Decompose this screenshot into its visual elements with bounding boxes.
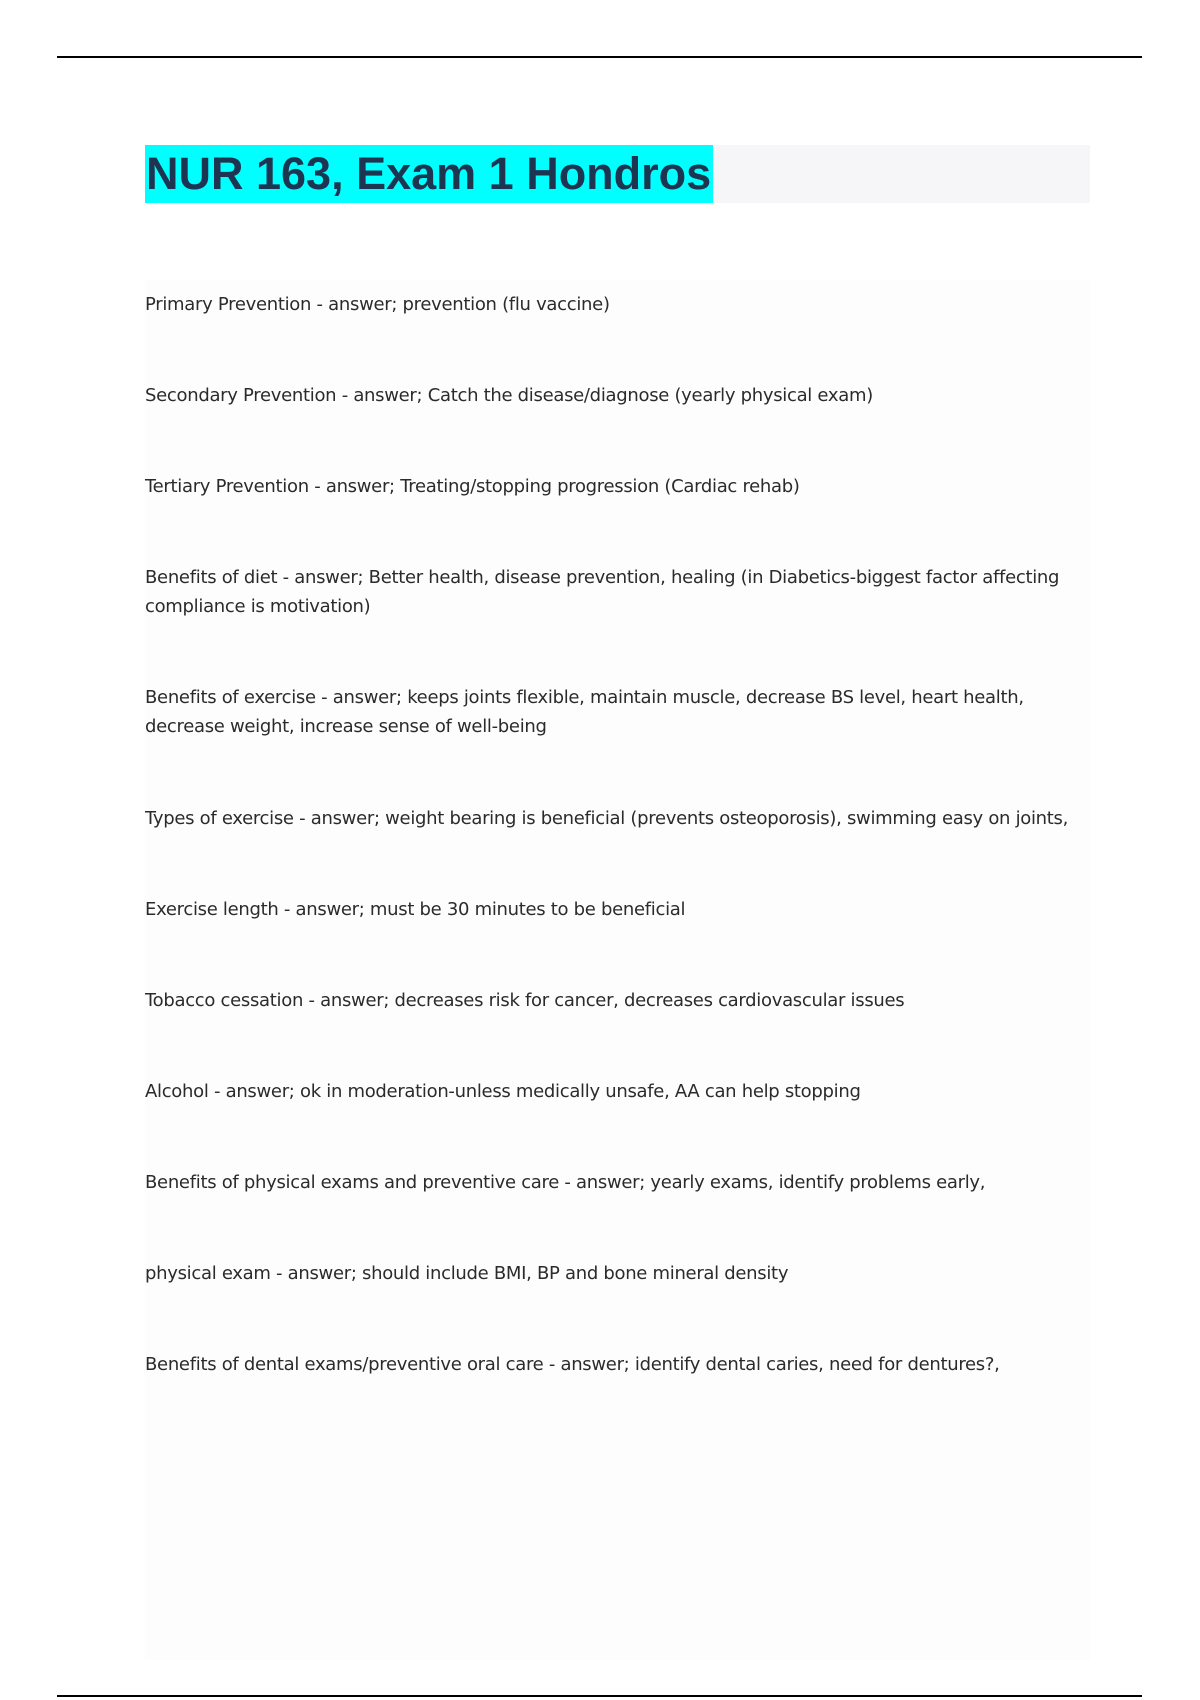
document-title: NUR 163, Exam 1 Hondros	[145, 145, 713, 203]
entry-tobacco-cessation: Tobacco cessation - answer; decreases risk for cancer, decreases cardiovascular issues	[145, 990, 905, 1011]
entry-benefits-of-exercise: Benefits of exercise - answer; keeps joints flexible, maintain muscle, decrease BS level, heart health, decrease weight, increase sense of well-being	[145, 687, 1024, 737]
entry-primary-prevention: Primary Prevention - answer; prevention (flu vaccine)	[145, 294, 610, 315]
entry-benefits-of-diet: Benefits of diet - answer; Better health, disease prevention, healing (in Diabetics-biggest factor affecting compliance is motivation)	[145, 567, 1060, 617]
bottom-rule	[57, 1695, 1142, 1697]
entry-types-of-exercise: Types of exercise - answer; weight bearing is beneficial (prevents osteoporosis), swimming easy on joints,	[145, 808, 1069, 829]
entry-secondary-prevention: Secondary Prevention - answer; Catch the disease/diagnose (yearly physical exam)	[145, 385, 873, 406]
top-rule	[57, 56, 1142, 58]
entry-dental-exams: Benefits of dental exams/preventive oral care - answer; identify dental caries, need for dentures?,	[145, 1354, 1000, 1375]
entry-exercise-length: Exercise length - answer; must be 30 minutes to be beneficial	[145, 899, 686, 920]
entry-physical-exam: physical exam - answer; should include BMI, BP and bone mineral density	[145, 1263, 789, 1284]
entry-tertiary-prevention: Tertiary Prevention - answer; Treating/stopping progression (Cardiac rehab)	[145, 476, 800, 497]
entry-alcohol: Alcohol - answer; ok in moderation-unless medically unsafe, AA can help stopping	[145, 1081, 861, 1102]
entry-physical-exams-preventive-care: Benefits of physical exams and preventive care - answer; yearly exams, identify problems early,	[145, 1172, 986, 1193]
